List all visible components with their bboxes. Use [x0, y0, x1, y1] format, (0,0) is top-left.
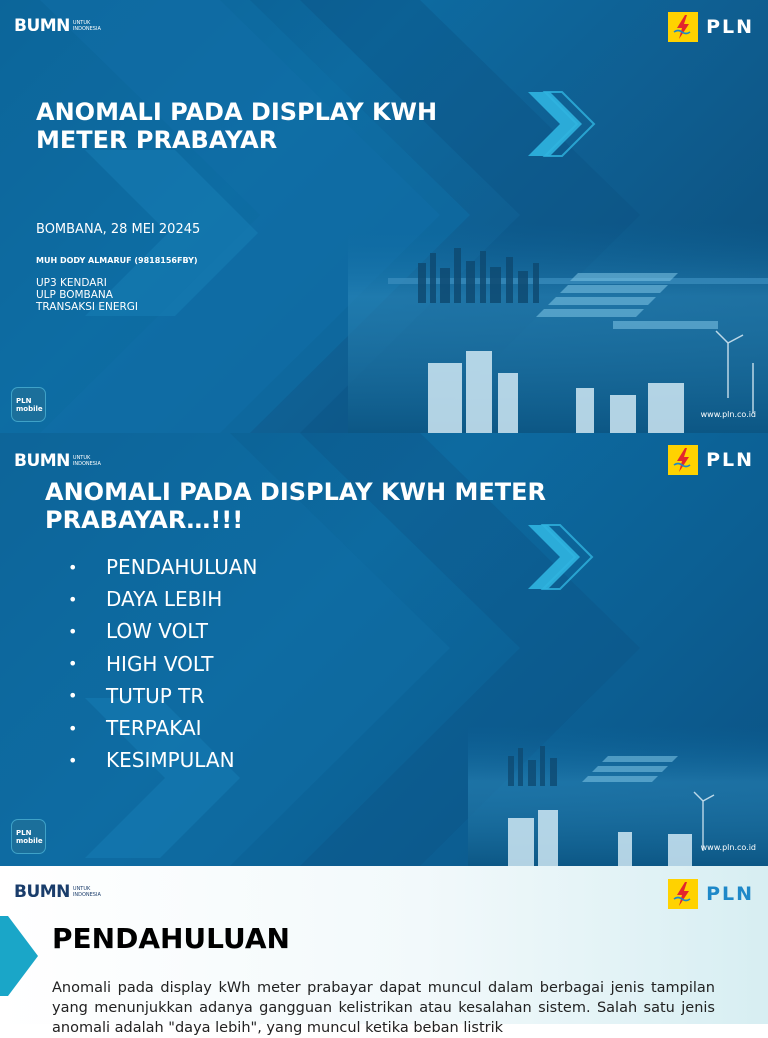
bullet-icon: •: [68, 654, 78, 674]
bullet-icon: •: [68, 589, 78, 609]
section-body-text: Anomali pada display kWh meter prabayar dapat muncul dalam berbagai jenis tampilan yang menunjukkan adanya gangguan kelistrikan atau kesalahan sistem. Salah satu jenis anomali adalah "daya lebih", yang muncul ketika beban listrik: [52, 980, 715, 1036]
agenda-slide: [0, 433, 768, 866]
agenda-title: ANOMALI PADA DISPLAY KWH METER PRABAYAR…!!!: [45, 478, 546, 534]
presentation-date: BOMBANA, 28 MEI 20245: [36, 222, 201, 237]
list-item: • HIGH VOLT: [68, 651, 214, 676]
list-item: • TERPAKAI: [68, 716, 202, 741]
bullet-icon: •: [68, 686, 78, 706]
pln-mobile-app-icon: PLN mobile: [11, 819, 46, 854]
unit-line: UP3 KENDARI: [36, 277, 107, 289]
pln-lightning-icon: [668, 445, 698, 475]
pln-logo: PLN: [668, 879, 754, 909]
list-item: • PENDAHULUAN: [68, 555, 258, 580]
bullet-icon: •: [68, 557, 78, 577]
section-title: PENDAHULUAN: [52, 922, 290, 955]
unit-list: [36, 277, 138, 313]
agenda-list: [68, 551, 258, 776]
pln-logo: PLN: [668, 12, 754, 42]
pln-mobile-app-icon: PLN mobile: [11, 387, 46, 422]
bullet-icon: •: [68, 750, 78, 770]
pln-lightning-icon: [668, 12, 698, 42]
list-item: • DAYA LEBIH: [68, 587, 223, 612]
bumn-logo: BUMN UNTUK INDONESIA: [14, 16, 101, 36]
pln-lightning-icon: [668, 879, 698, 909]
pln-logo: PLN: [668, 445, 754, 475]
title-slide: [0, 0, 768, 433]
list-item: • LOW VOLT: [68, 619, 208, 644]
introduction-slide: [0, 866, 768, 1036]
list-item: • TUTUP TR: [68, 683, 205, 708]
bumn-logo: BUMN UNTUK INDONESIA: [14, 882, 101, 902]
author-name: MUH DODY ALMARUF (9818156FBY): [36, 256, 198, 265]
bullet-icon: •: [68, 718, 78, 738]
bumn-logo: BUMN UNTUK INDONESIA: [14, 451, 101, 471]
unit-line: ULP BOMBANA: [36, 289, 113, 301]
city-skyline-image: [348, 223, 768, 433]
list-item: • KESIMPULAN: [68, 748, 235, 773]
website-url: www.pln.co.id: [700, 410, 756, 419]
bullet-icon: •: [68, 621, 78, 641]
website-url: www.pln.co.id: [700, 843, 756, 852]
presentation-title: ANOMALI PADA DISPLAY KWH METER PRABAYAR: [36, 98, 438, 154]
unit-line: TRANSAKSI ENERGI: [36, 301, 139, 313]
